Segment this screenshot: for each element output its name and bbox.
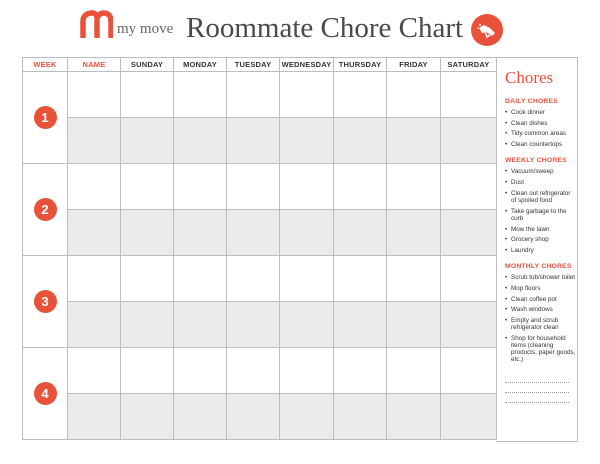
day-cell[interactable]	[280, 72, 334, 118]
day-cell[interactable]	[227, 256, 280, 302]
chores-sidebar	[496, 57, 578, 442]
list-item: • Clean countertops	[505, 141, 577, 148]
day-cell[interactable]	[280, 394, 334, 440]
table-row	[23, 118, 497, 164]
name-cell[interactable]	[68, 72, 121, 118]
day-cell[interactable]	[387, 302, 441, 348]
list-item: • Scrub tub/shower toilet	[505, 274, 577, 281]
list-item: • Clean out refrigerator of spoiled food	[505, 190, 577, 204]
table-row	[23, 72, 497, 118]
day-cell[interactable]	[227, 118, 280, 164]
spray-cleaner-icon	[476, 20, 498, 40]
day-cell[interactable]	[121, 210, 174, 256]
day-cell[interactable]	[441, 302, 497, 348]
day-cell[interactable]	[387, 118, 441, 164]
day-cell[interactable]	[387, 348, 441, 394]
list-item: • Laundry	[505, 247, 577, 254]
day-cell[interactable]	[387, 256, 441, 302]
daily-chores-list	[505, 109, 577, 148]
day-cell[interactable]	[174, 72, 227, 118]
week-number-badge: 3	[34, 290, 57, 313]
logo	[80, 10, 173, 38]
week-number-badge: 2	[34, 198, 57, 221]
blank-chore-line[interactable]	[505, 393, 569, 403]
column-header-friday: FRIDAY	[387, 58, 441, 72]
name-cell[interactable]	[68, 256, 121, 302]
day-cell[interactable]	[441, 118, 497, 164]
day-cell[interactable]	[174, 256, 227, 302]
day-cell[interactable]	[441, 164, 497, 210]
day-cell[interactable]	[334, 164, 387, 210]
day-cell[interactable]	[121, 118, 174, 164]
week-cell	[23, 72, 68, 164]
day-cell[interactable]	[174, 302, 227, 348]
monthly-chores-heading: MONTHLY CHORES	[505, 263, 572, 271]
cleaning-icon	[471, 14, 503, 46]
list-item: • Shop for household items (cleaning products, paper goods, etc.)	[505, 335, 577, 364]
blank-chore-line[interactable]	[505, 383, 569, 393]
day-cell[interactable]	[280, 164, 334, 210]
day-cell[interactable]	[174, 210, 227, 256]
day-cell[interactable]	[121, 256, 174, 302]
daily-chores-heading: DAILY CHORES	[505, 98, 559, 105]
day-cell[interactable]	[441, 72, 497, 118]
list-item: • Clean dishes	[505, 120, 577, 127]
logo-text: my move	[117, 21, 174, 37]
list-item: • Clean coffee pot	[505, 296, 577, 303]
day-cell[interactable]	[387, 164, 441, 210]
table-row	[23, 394, 497, 440]
list-item: • Tidy common areas	[505, 130, 577, 137]
day-cell[interactable]	[227, 210, 280, 256]
day-cell[interactable]	[227, 394, 280, 440]
week-number-badge: 4	[34, 382, 57, 405]
day-cell[interactable]	[227, 302, 280, 348]
day-cell[interactable]	[441, 394, 497, 440]
day-cell[interactable]	[387, 210, 441, 256]
chore-grid	[22, 57, 497, 440]
day-cell[interactable]	[280, 302, 334, 348]
column-header-tuesday: TUESDAY	[227, 58, 280, 72]
name-cell[interactable]	[68, 210, 121, 256]
week-number-badge: 1	[34, 106, 57, 129]
weekly-chores-heading: WEEKLY CHORES	[505, 157, 567, 165]
name-cell[interactable]	[68, 348, 121, 394]
list-item: • Vacuum/sweep	[505, 168, 577, 175]
name-cell[interactable]	[68, 302, 121, 348]
day-cell[interactable]	[334, 256, 387, 302]
list-item: • Grocery shop	[505, 236, 577, 243]
day-cell[interactable]	[334, 302, 387, 348]
day-cell[interactable]	[227, 348, 280, 394]
day-cell[interactable]	[227, 164, 280, 210]
column-header-sunday: SUNDAY	[121, 58, 174, 72]
day-cell[interactable]	[387, 72, 441, 118]
week-cell	[23, 348, 68, 440]
monthly-chores-list	[505, 274, 577, 364]
day-cell[interactable]	[387, 394, 441, 440]
day-cell[interactable]	[334, 118, 387, 164]
table-row	[23, 348, 497, 394]
week-cell	[23, 256, 68, 348]
name-cell[interactable]	[68, 394, 121, 440]
day-cell[interactable]	[174, 118, 227, 164]
day-cell[interactable]	[280, 348, 334, 394]
day-cell[interactable]	[280, 210, 334, 256]
header-row	[23, 58, 497, 72]
name-cell[interactable]	[68, 118, 121, 164]
my-move-logo-icon	[80, 10, 113, 38]
day-cell[interactable]	[280, 256, 334, 302]
day-cell[interactable]	[174, 348, 227, 394]
table-row	[23, 302, 497, 348]
column-header-name: NAME	[68, 58, 121, 72]
day-cell[interactable]	[441, 256, 497, 302]
list-item: • Wash windows	[505, 306, 577, 313]
list-item: • Cook dinner	[505, 109, 577, 116]
day-cell[interactable]	[441, 348, 497, 394]
table-row	[23, 256, 497, 302]
day-cell[interactable]	[334, 348, 387, 394]
day-cell[interactable]	[334, 210, 387, 256]
column-header-monday: MONDAY	[174, 58, 227, 72]
sidebar-title: Chores	[505, 68, 554, 87]
day-cell[interactable]	[441, 210, 497, 256]
column-header-saturday: SATURDAY	[441, 58, 497, 72]
blank-chore-line[interactable]	[505, 373, 569, 383]
day-cell[interactable]	[121, 72, 174, 118]
list-item: • Mow the lawn	[505, 226, 577, 233]
list-item: • Mop floors	[505, 285, 577, 292]
day-cell[interactable]	[121, 164, 174, 210]
page-title: Roommate Chore Chart	[186, 12, 464, 44]
day-cell[interactable]	[280, 118, 334, 164]
day-cell[interactable]	[334, 394, 387, 440]
column-header-week: WEEK	[23, 58, 68, 72]
day-cell[interactable]	[121, 348, 174, 394]
table-row	[23, 210, 497, 256]
day-cell[interactable]	[174, 164, 227, 210]
day-cell[interactable]	[334, 72, 387, 118]
column-header-wednesday: WEDNESDAY	[280, 58, 334, 72]
day-cell[interactable]	[121, 394, 174, 440]
week-cell	[23, 164, 68, 256]
column-header-thursday: THURSDAY	[334, 58, 387, 72]
list-item: • Empty and scrub refrigerator clean	[505, 317, 577, 331]
weekly-chores-list	[505, 168, 577, 254]
list-item: • Take garbage to the curb	[505, 208, 577, 222]
name-cell[interactable]	[68, 164, 121, 210]
table-row	[23, 164, 497, 210]
day-cell[interactable]	[121, 302, 174, 348]
list-item: • Dust	[505, 179, 577, 186]
day-cell[interactable]	[174, 394, 227, 440]
day-cell[interactable]	[227, 72, 280, 118]
